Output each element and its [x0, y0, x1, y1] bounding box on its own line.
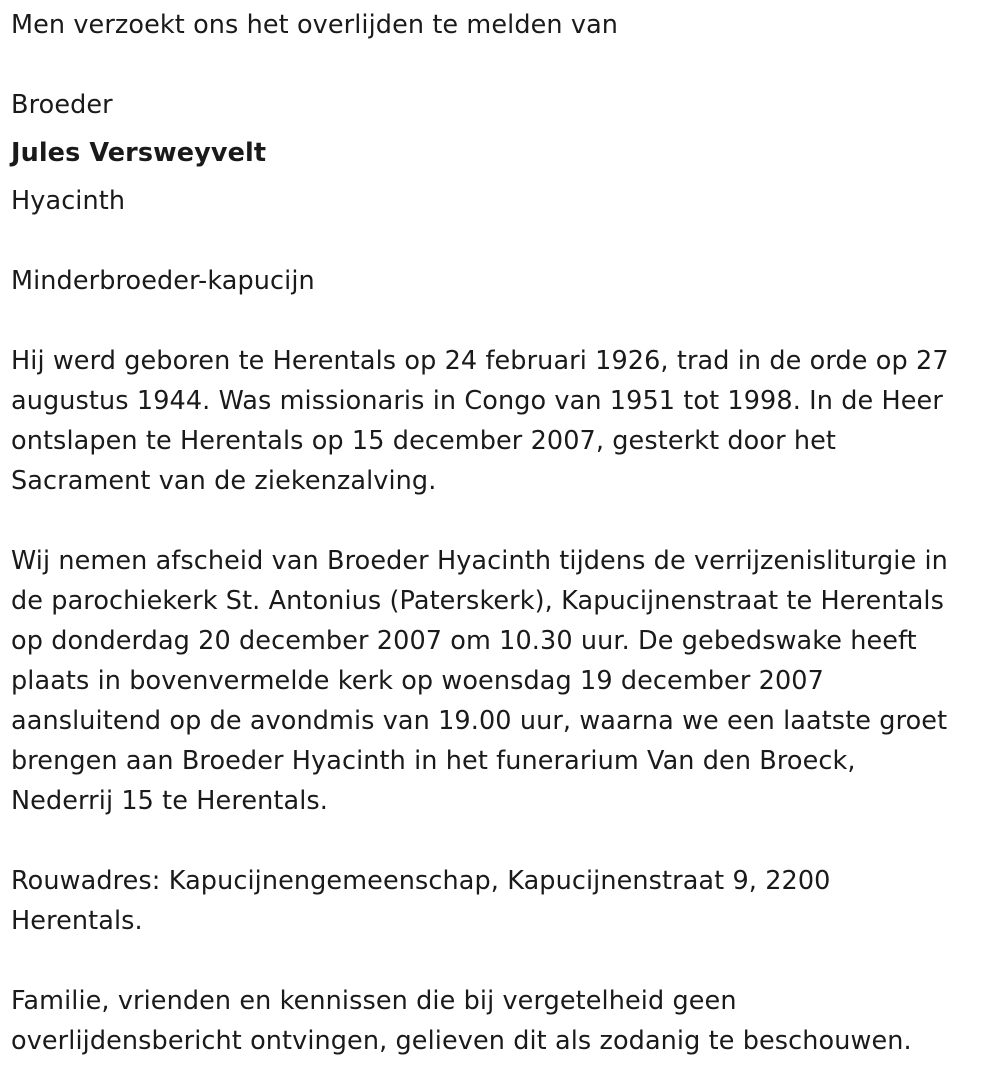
farewell-line: Nederrij 15 te Herentals.: [11, 786, 329, 816]
farewell-line: aansluitend op de avondmis van 19.00 uur, waarna we een laatste groet: [11, 706, 948, 736]
closing-line: overlijdensbericht ontvingen, gelieven dit als zodanig te beschouwen.: [11, 1026, 912, 1056]
farewell-line: brengen aan Broeder Hyacinth in het funerarium Van den Broeck,: [11, 746, 856, 776]
closing-line: Familie, vrienden en kennissen die bij vergetelheid geen: [11, 986, 737, 1016]
intro-text: Men verzoekt ons het overlijden te melden van: [11, 10, 619, 40]
address-line: Rouwadres: Kapucijnengemeenschap, Kapucijnenstraat 9, 2200: [11, 866, 831, 896]
biography-line: augustus 1944. Was missionaris in Congo van 1951 tot 1998. In de Heer: [11, 386, 943, 416]
title-text: Broeder: [11, 90, 113, 120]
farewell-line: de parochiekerk St. Antonius (Paterskerk), Kapucijnenstraat te Herentals: [11, 586, 944, 616]
biography-line: ontslapen te Herentals op 15 december 2007, gesterkt door het: [11, 426, 837, 456]
farewell-line: plaats in bovenvermelde kerk op woensdag 19 december 2007: [11, 666, 824, 696]
religious-name: Hyacinth: [11, 186, 126, 216]
address-line: Herentals.: [11, 906, 143, 936]
farewell-line: Wij nemen afscheid van Broeder Hyacinth tijdens de verrijzenisliturgie in: [11, 546, 948, 576]
biography-line: Sacrament van de ziekenzalving.: [11, 466, 437, 496]
order-text: Minderbroeder-kapucijn: [11, 266, 315, 296]
deceased-name: Jules Versweyvelt: [11, 138, 267, 168]
biography-line: Hij werd geboren te Herentals op 24 februari 1926, trad in de orde op 27: [11, 346, 949, 376]
farewell-line: op donderdag 20 december 2007 om 10.30 uur. De gebedswake heeft: [11, 626, 917, 656]
